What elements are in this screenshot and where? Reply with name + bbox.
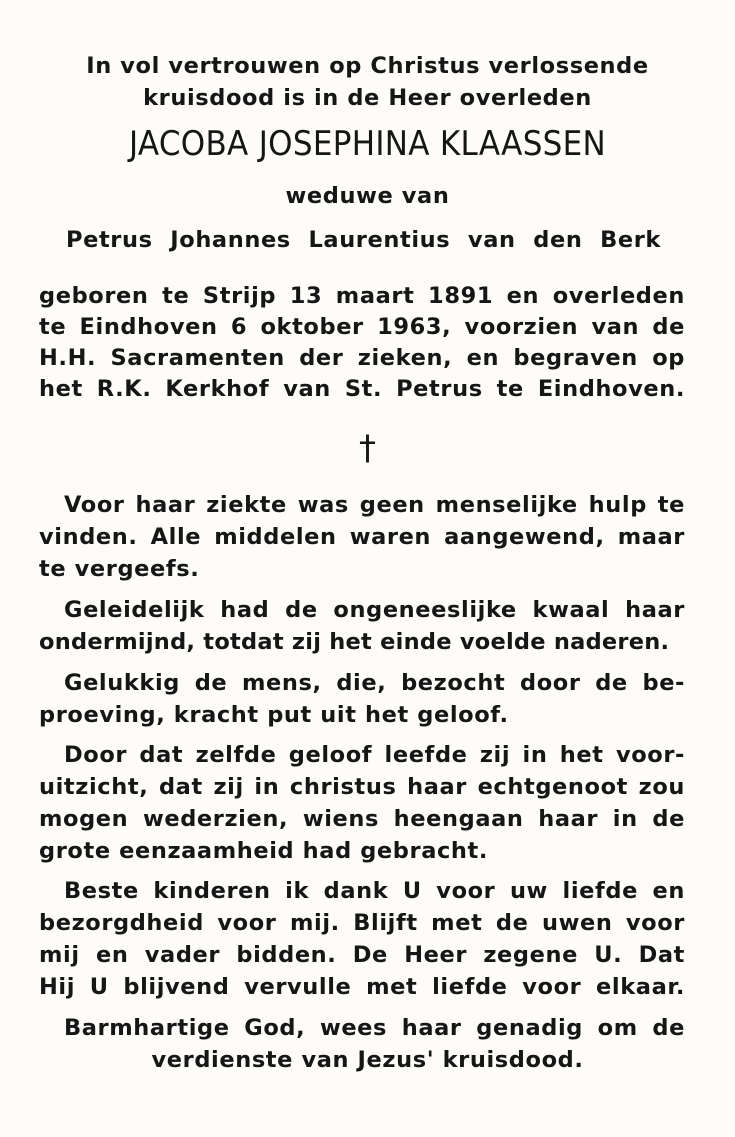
paragraph-5-line-4: Hij U blijvend vervulle met liefde voor elkaar. bbox=[39, 974, 685, 1000]
intro-line-1: In vol vertrouwen op Christus verlossende bbox=[86, 53, 649, 79]
paragraph-4-line-4: grote eenzaamheid had gebracht. bbox=[39, 838, 489, 864]
life-details-line-2: te Eindhoven 6 oktober 1963, voorzien van de bbox=[39, 314, 685, 340]
widow-of-label: weduwe van bbox=[285, 183, 450, 209]
closing-line-1: Barmhartige God, wees haar genadig om de bbox=[64, 1015, 685, 1041]
paragraph-3-line-1: Gelukkig de mens, die, bezocht door de be- bbox=[64, 670, 685, 696]
paragraph-2-line-2: ondermijnd, totdat zij het einde voelde naderen. bbox=[39, 629, 670, 655]
deceased-name: JACOBA JOSEPHINA KLAASSEN bbox=[128, 124, 607, 164]
paragraph-2-line-1: Geleidelijk had de ongeneeslijke kwaal haar bbox=[64, 597, 685, 623]
paragraph-4-line-1: Door dat zelfde geloof leefde zij in het voor- bbox=[64, 742, 685, 768]
paragraph-1-line-1: Voor haar ziekte was geen menselijke hulp te bbox=[64, 492, 685, 518]
paragraph-4-line-3: mogen wederzien, wiens heengaan haar in de bbox=[39, 806, 685, 832]
cross-symbol: † bbox=[359, 428, 376, 468]
intro-line-2: kruisdood is in de Heer overleden bbox=[143, 85, 592, 111]
paragraph-3-line-2: proeving, kracht put uit het geloof. bbox=[39, 702, 509, 728]
paragraph-5-line-1: Beste kinderen ik dank U voor uw liefde en bbox=[64, 878, 685, 904]
life-details-line-4: het R.K. Kerkhof van St. Petrus te Eindhoven. bbox=[39, 376, 685, 402]
closing-line-2: verdienste van Jezus' kruisdood. bbox=[151, 1047, 584, 1073]
paragraph-1-line-3: te vergeefs. bbox=[39, 556, 200, 582]
paragraph-5-line-3: mij en vader bidden. De Heer zegene U. Dat bbox=[39, 942, 685, 968]
paragraph-4-line-2: uitzicht, dat zij in christus haar echtgenoot zou bbox=[39, 774, 685, 800]
life-details-line-1: geboren te Strijp 13 maart 1891 en overleden bbox=[39, 283, 685, 309]
life-details-line-3: H.H. Sacramenten der zieken, en begraven op bbox=[39, 345, 685, 371]
paragraph-1-line-2: vinden. Alle middelen waren aangewend, maar bbox=[39, 524, 685, 550]
spouse-name: Petrus Johannes Laurentius van den Berk bbox=[66, 227, 661, 253]
paragraph-5-line-2: bezorgdheid voor mij. Blijft met de uwen voor bbox=[39, 910, 685, 936]
